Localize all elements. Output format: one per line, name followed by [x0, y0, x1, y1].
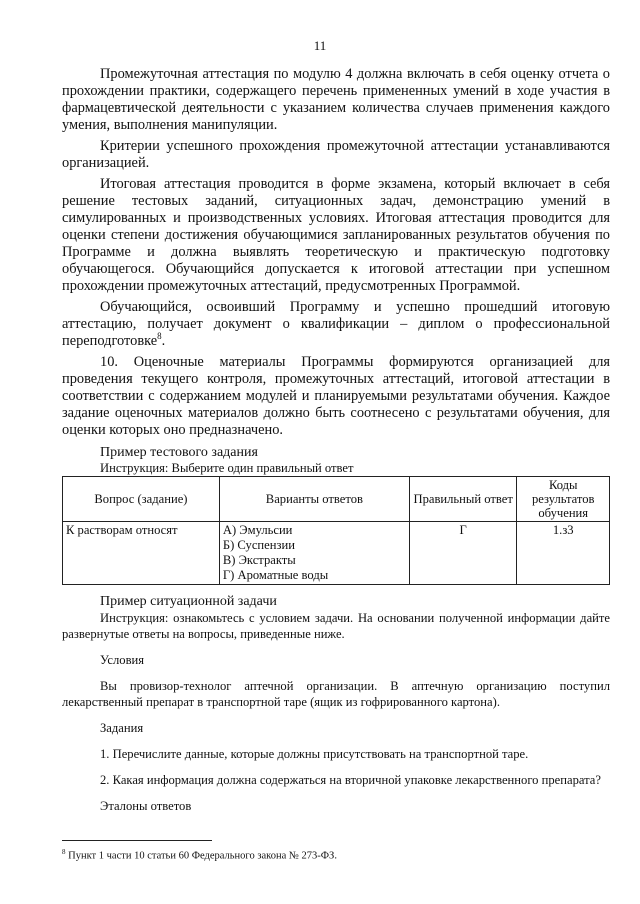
situation-instruction: Инструкция: ознакомьтесь с условием задачи. На основании полученной информации дайте развернутые ответы на вопросы, приведенные ниже. — [62, 611, 610, 641]
paragraph-diploma-text: Обучающийся, освоивший Программу и успешно прошедший итоговую аттестацию, получает документ о квалификации – диплом о профессиональной переподготовке — [62, 299, 610, 349]
header-result-codes: Коды результатов обучения — [517, 477, 610, 522]
footnote-separator — [62, 840, 212, 841]
conditions-text: Вы провизор-технолог аптечной организации. В аптечную организацию поступил лекарственный препарат в транспортной таре (ящик из гофрированного картона). — [62, 679, 610, 709]
answers-label: Эталоны ответов — [100, 799, 192, 813]
cell-question: К растворам относят — [63, 522, 220, 585]
tasks-label: Задания — [100, 721, 144, 735]
option-d: Г) Ароматные воды — [222, 568, 329, 582]
table-header-row — [63, 477, 610, 522]
cell-code: 1.з3 — [517, 522, 610, 585]
paragraph-assessment-materials: 10. Оценочные материалы Программы формируются организацией для проведения текущего контроля, промежуточных аттестаций, итоговой аттестации в соответствии с содержанием модулей и планируемыми результатами обучения. Каждое задание оценочных материалов должно быть соотнесено с результатами обучения, для оценки которых оно предназначено. — [62, 354, 610, 438]
cell-options — [219, 522, 409, 585]
conditions-label: Условия — [100, 653, 145, 667]
test-example-instruction: Инструкция: Выберите один правильный ответ — [100, 461, 354, 475]
footnote-text: Пункт 1 части 10 статьи 60 Федерального закона № 273-ФЗ. — [65, 850, 337, 862]
header-question: Вопрос (задание) — [63, 477, 220, 522]
paragraph-diploma: Обучающийся, освоивший Программу и успешно прошедший итоговую аттестацию, получает документ о квалификации – диплом о профессиональной переподготовке$^8$. — [62, 299, 610, 349]
footnote-reference: 8 — [157, 331, 162, 342]
cell-answer: Г — [409, 522, 517, 585]
paragraph-intermediate-attestation: Промежуточная аттестация по модулю 4 должна включать в себя оценку отчета о прохождении практики, содержащего перечень примененных умений в ходе участия в фармацевтической деятельности с указанием количества случаев применения каждого умения, выполнения манипуляции. — [62, 66, 610, 133]
footnote-mark: 8 — [62, 848, 66, 856]
situation-example-title: Пример ситуационной задачи — [100, 594, 277, 609]
paragraph-criteria: Критерии успешного прохождения промежуточной аттестации устанавливаются организацией. — [62, 138, 610, 171]
option-b: Б) Суспензии — [222, 538, 295, 552]
main-text — [62, 66, 610, 814]
test-example-table — [62, 476, 610, 585]
header-correct-answer: Правильный ответ — [409, 477, 517, 522]
option-a: А) Эмульсии — [222, 523, 293, 537]
page-number: 11 — [313, 38, 327, 53]
table-row — [63, 522, 610, 585]
footnote — [62, 846, 337, 863]
paragraph-final-attestation: Итоговая аттестация проводится в форме экзамена, который включает в себя решение тестовых заданий, ситуационных задач, демонстрацию умений в симулированных и производственных условиях. Итоговая аттестация проводится для оценки степени достижения обучающимися запланированных результатов обучения по Программе и должна выявлять теоретическую и практическую подготовку обучающегося. Обучающийся допускается к итоговой аттестации при успешном прохождении промежуточных аттестаций, предусмотренных Программой. — [62, 176, 610, 294]
option-c: В) Экстракты — [222, 553, 296, 567]
test-example-title: Пример тестового задания — [100, 445, 258, 460]
task-1: 1. Перечислите данные, которые должны присутствовать на транспортной таре. — [100, 747, 529, 761]
task-2: 2. Какая информация должна содержаться на вторичной упаковке лекарственного препарата? — [100, 773, 601, 787]
header-options: Варианты ответов — [219, 477, 409, 522]
